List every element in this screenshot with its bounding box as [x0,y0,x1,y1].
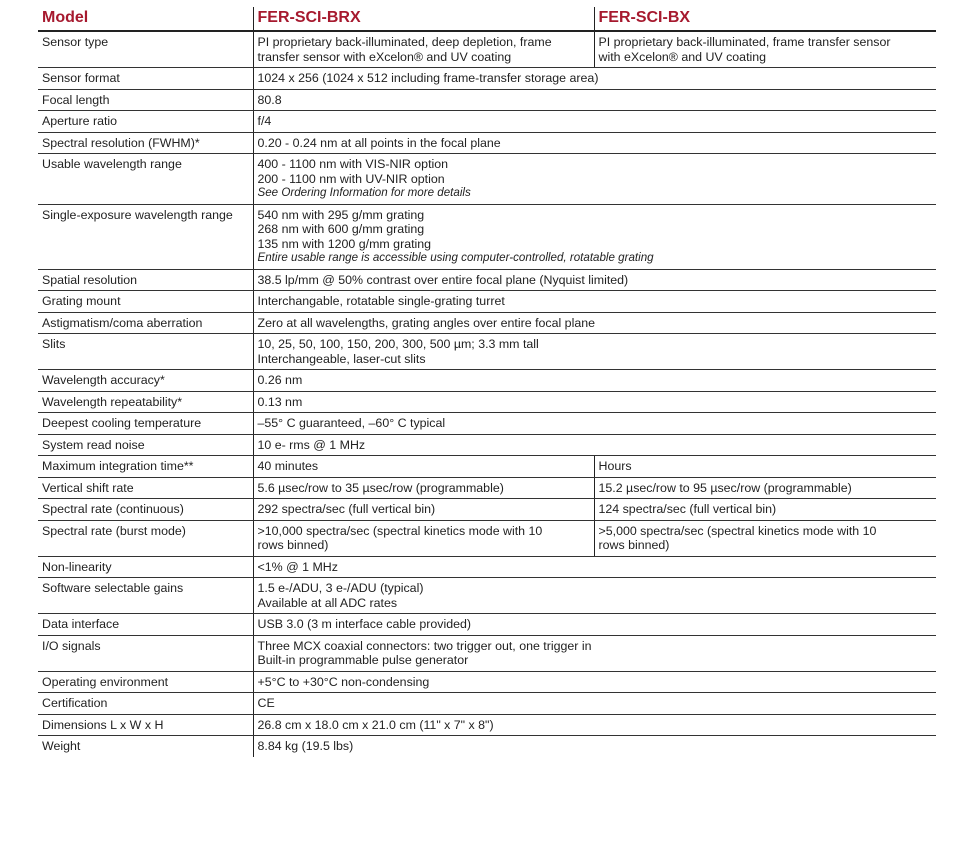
spec-value-line: >10,000 spectra/sec (spectral kinetics mode with 10 [257,523,543,538]
header-col-bx: FER-SCI-BX [594,7,936,31]
table-row [38,456,936,478]
spec-value-line: Three MCX coaxial connectors: two trigger out, one trigger in [257,638,592,653]
spec-value-brx [253,520,594,556]
spec-table-body [38,31,936,757]
spec-value-line: 40 minutes [257,459,319,473]
table-row [38,614,936,636]
spec-value [253,556,936,578]
spec-value-line: 268 nm with 600 g/mm grating [257,222,425,236]
table-row [38,434,936,456]
spec-label: Single-exposure wavelength range [38,204,253,269]
table-row [38,391,936,413]
table-row [38,334,936,370]
spec-value [253,154,936,205]
spec-value-line: PI proprietary back-illuminated, deep depletion, frame [257,35,552,49]
spec-label: Aperture ratio [38,111,253,133]
spec-value-line: 1024 x 256 (1024 x 512 including frame-transfer storage area) [257,71,599,85]
spec-value-line: f/4 [257,114,272,128]
spec-value-line: 200 - 1100 nm with UV-NIR option [257,171,445,186]
spec-value-line: –55° C guaranteed, –60° C typical [257,416,446,430]
spec-value [253,614,936,636]
spec-value-line: 15.2 µsec/row to 95 µsec/row (programmable) [598,480,852,495]
spec-value-line: USB 3.0 (3 m interface cable provided) [257,617,471,631]
spec-value-line: >5,000 spectra/sec (spectral kinetics mode with 10 [598,523,877,538]
spec-label: Weight [42,739,81,753]
spec-value-line: rows binned) [598,538,670,552]
table-row [38,477,936,499]
spec-value-line: Interchangeable, laser-cut slits [257,351,426,366]
spec-value-line: +5°C to +30°C non-condensing [257,674,430,689]
spec-value-line: 292 spectra/sec (full vertical bin) [257,502,436,516]
table-row [38,312,936,334]
spec-note: See Ordering Information for more details [257,186,471,199]
spec-table [38,7,936,757]
spec-label: Wavelength accuracy* [38,370,253,392]
spec-value-line: 124 spectra/sec (full vertical bin) [598,502,777,516]
spec-value-line: CE [257,696,275,710]
table-row [38,132,936,154]
spec-value [253,370,936,392]
spec-value-line: 1.5 e-/ADU, 3 e-/ADU (typical) [257,581,424,595]
spec-value-line: Hours [598,459,632,473]
spec-label: Spatial resolution [38,269,253,291]
spec-value-brx [253,456,594,478]
spec-value [253,291,936,313]
spec-value-line: 540 nm with 295 g/mm grating [257,207,425,222]
table-row [38,520,936,556]
table-row [38,291,936,313]
table-row [38,111,936,133]
spec-value-line: 0.26 nm [257,373,303,387]
spec-value-line: 10 e- rms @ 1 MHz [257,437,366,452]
spec-value [253,434,936,456]
spec-label: Focal length [38,89,253,111]
table-row [38,714,936,736]
spec-label: Wavelength repeatability* [38,391,253,413]
table-row [38,499,936,521]
spec-value-bx [594,456,936,478]
spec-value-bx [594,499,936,521]
spec-value-bx [594,31,936,68]
spec-label: Sensor format [38,68,253,90]
header-col-brx: FER-SCI-BRX [253,7,594,31]
spec-value [253,671,936,693]
spec-label: Maximum integration time** [38,456,253,478]
spec-value [253,413,936,435]
table-row [38,413,936,435]
spec-value [253,635,936,671]
spec-label: Slits [38,334,253,370]
spec-value [253,391,936,413]
spec-value-line: transfer sensor with eXcelon® and UV coating [257,49,512,64]
table-row [38,736,936,757]
spec-label: Deepest cooling temperature [38,413,253,435]
spec-value-line: rows binned) [257,538,329,552]
spec-value-line: 8.84 kg (19.5 lbs) [257,739,354,753]
spec-value-line: 0.13 nm [257,394,303,409]
spec-label: Vertical shift rate [38,477,253,499]
spec-value-brx [253,499,594,521]
spec-label: Astigmatism/coma aberration [38,312,253,334]
table-row [38,68,936,90]
spec-label: Certification [38,693,253,715]
table-row [38,370,936,392]
spec-value-line: Built-in programmable pulse generator [257,653,469,667]
spec-label: Sensor type [38,31,253,68]
spec-value [253,334,936,370]
spec-value-line: 400 - 1100 nm with VIS-NIR option [257,157,449,171]
spec-value [253,111,936,133]
spec-value-brx [253,31,594,68]
table-row [38,269,936,291]
spec-value-line: with eXcelon® and UV coating [598,49,767,64]
spec-value-bx [594,520,936,556]
spec-label: Spectral rate (burst mode) [38,520,253,556]
spec-label: Grating mount [38,291,253,313]
spec-value-line: 10, 25, 50, 100, 150, 200, 300, 500 µm; 3.3 mm tall [257,337,539,351]
spec-value [253,132,936,154]
spec-value-line: Available at all ADC rates [257,595,398,610]
spec-value [253,89,936,111]
spec-value-line: 38.5 lp/mm @ 50% contrast over entire focal plane (Nyquist limited) [257,272,629,287]
spec-value [253,269,936,291]
table-row [38,556,936,578]
spec-label: Usable wavelength range [38,154,253,205]
table-row [38,204,936,269]
table-row [38,31,936,68]
spec-value-line: 0.20 - 0.24 nm at all points in the focal plane [257,135,501,150]
spec-label: System read noise [38,434,253,456]
spec-value-line: <1% @ 1 MHz [257,559,338,574]
spec-value [253,204,936,269]
spec-value [253,312,936,334]
table-row [38,635,936,671]
spec-value-line: 26.8 cm x 18.0 cm x 21.0 cm (11" x 7" x 8") [257,717,494,732]
spec-value-brx [253,477,594,499]
table-row [38,578,936,614]
header-model: Model [38,7,253,31]
table-row [38,154,936,205]
spec-value [253,693,936,715]
spec-value [253,68,936,90]
spec-value-line: Zero at all wavelengths, grating angles over entire focal plane [257,315,595,330]
spec-label: Spectral resolution (FWHM)* [38,132,253,154]
spec-label: Dimensions L x W x H [38,714,253,736]
spec-label: Non-linearity [38,556,253,578]
table-header-row [38,7,936,31]
spec-value-bx [594,477,936,499]
spec-value-line: 135 nm with 1200 g/mm grating [257,236,432,251]
spec-value [253,736,936,757]
spec-note: Entire usable range is accessible using computer-controlled, rotatable grating [257,251,654,264]
spec-value-line: 5.6 µsec/row to 35 µsec/row (programmable) [257,480,504,495]
spec-value-line: PI proprietary back-illuminated, frame transfer sensor [598,35,891,49]
spec-value [253,714,936,736]
table-row [38,89,936,111]
spec-label: Operating environment [38,671,253,693]
spec-label: Software selectable gains [38,578,253,614]
spec-label: Spectral rate (continuous) [38,499,253,521]
spec-value [253,578,936,614]
spec-label: Data interface [38,614,253,636]
table-row [38,693,936,715]
table-row [38,671,936,693]
spec-value-line: Interchangable, rotatable single-grating turret [257,294,505,308]
spec-value-line: 80.8 [257,92,282,107]
spec-label: I/O signals [38,635,253,671]
